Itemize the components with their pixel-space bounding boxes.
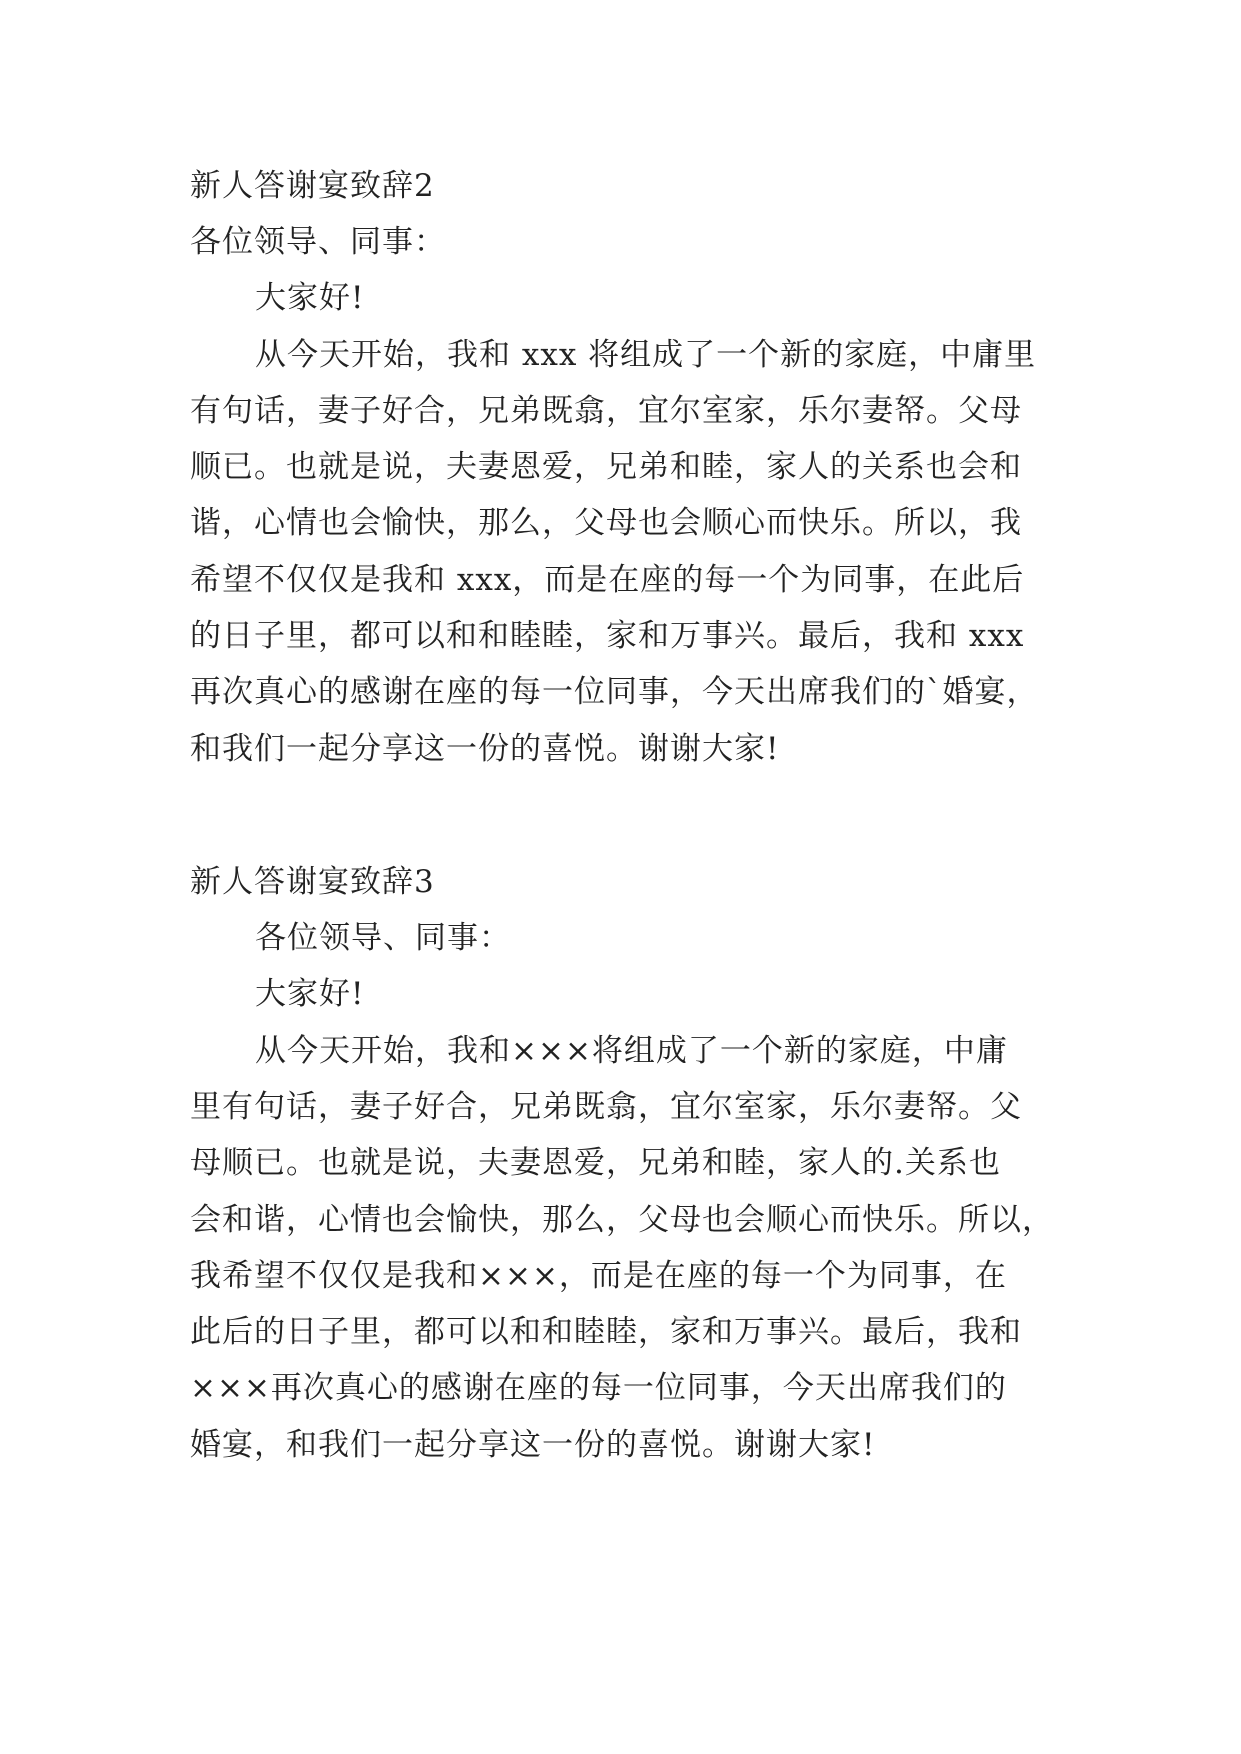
section2-paragraph-line: 有句话，妻子好合，兄弟既翕，宜尔室家，乐尔妻帑。父母	[190, 393, 1022, 429]
section3-paragraph-line: 此后的日子里，都可以和和睦睦，家和万事兴。最后，我和	[190, 1314, 1022, 1350]
section2-paragraph-line: 和我们一起分享这一份的喜悦。谢谢大家!	[190, 731, 780, 767]
section2-paragraph-line: 再次真心的感谢在座的每一位同事，今天出席我们的`婚宴，	[190, 674, 1039, 710]
section2-paragraph-line: 谐，心情也会愉快，那么，父母也会顺心而快乐。所以，我	[190, 505, 1022, 541]
section2-paragraph-line: 从今天开始，我和 xxx 将组成了一个新的家庭，中庸里	[255, 337, 1037, 373]
section3-paragraph-line: 会和谐，心情也会愉快，那么，父母也会顺心而快乐。所以，	[190, 1202, 1054, 1238]
section2-greeting: 大家好!	[255, 280, 365, 316]
section3-paragraph-line: 婚宴，和我们一起分享这一份的喜悦。谢谢大家!	[190, 1427, 876, 1463]
section3-title: 新人答谢宴致辞3	[190, 864, 435, 900]
section3-paragraph-line: 我希望不仅仅是我和×××，而是在座的每一个为同事，在	[190, 1258, 1007, 1294]
section3-paragraph-line: 里有句话，妻子好合，兄弟既翕，宜尔室家，乐尔妻帑。父	[190, 1089, 1022, 1125]
section2-paragraph-line: 的日子里，都可以和和睦睦，家和万事兴。最后，我和 xxx	[190, 618, 1025, 654]
section2-paragraph-line: 顺已。也就是说，夫妻恩爱，兄弟和睦，家人的关系也会和	[190, 449, 1022, 485]
section2-title: 新人答谢宴致辞2	[190, 168, 435, 204]
section3-paragraph-line: 从今天开始，我和×××将组成了一个新的家庭，中庸	[255, 1033, 1008, 1069]
section2-paragraph-line: 希望不仅仅是我和 xxx，而是在座的每一个为同事，在此后	[190, 562, 1025, 598]
section3-greeting: 大家好!	[255, 976, 365, 1012]
section3-salutation: 各位领导、同事：	[255, 920, 511, 956]
section3-paragraph-line: ×××再次真心的感谢在座的每一位同事，今天出席我们的	[190, 1370, 1007, 1406]
section2-salutation: 各位领导、同事：	[190, 224, 446, 260]
section3-paragraph-line: 母顺已。也就是说，夫妻恩爱，兄弟和睦，家人的.关系也	[190, 1145, 1001, 1181]
